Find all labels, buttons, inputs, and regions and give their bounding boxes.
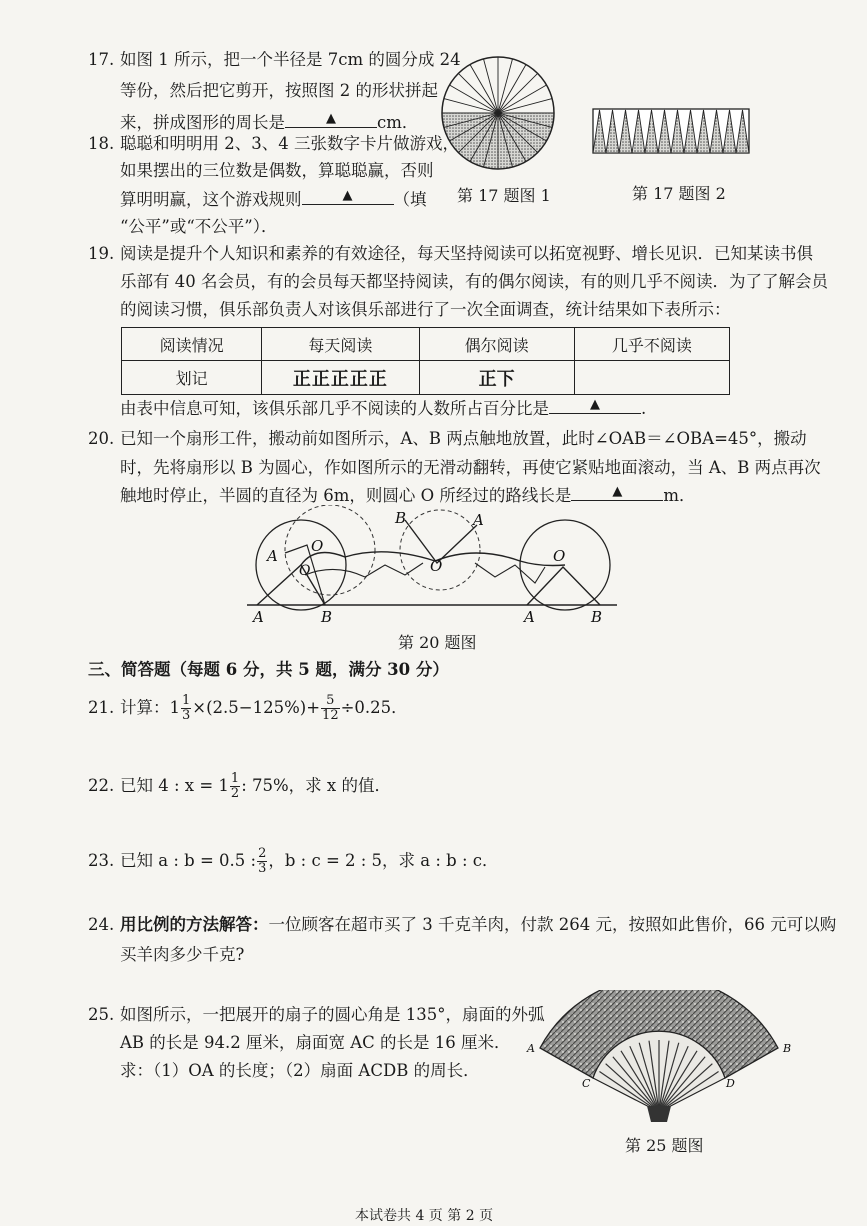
q19-line2: 乐部有 40 名会员，有的会员每天都坚持阅读，有的偶尔阅读，有的则几乎不阅读．为了了解会员	[120, 272, 828, 291]
q20-answer-blank[interactable]	[571, 484, 663, 501]
q18-line3	[120, 188, 427, 211]
q19-after-post: .	[641, 399, 647, 418]
q19-after-pre: 由表中信息可知，该俱乐部几乎不阅读的人数所占百分比是	[120, 399, 549, 418]
q17-figure2-strips	[592, 108, 750, 154]
q17-fig2-caption: 第 17 题图 2	[632, 184, 726, 203]
q24-line2: 买羊肉多少千克?	[120, 945, 245, 964]
label-O: O	[311, 537, 324, 555]
q17-line2: 等份，然后把它剪开，按照图 2 的形状拼起	[120, 81, 438, 100]
q19-tally-table	[121, 327, 730, 395]
q21-expression	[120, 692, 408, 724]
table-header-cell: 每天阅读	[262, 328, 419, 361]
sector-divider	[484, 59, 498, 113]
q23-number: 23.	[88, 851, 115, 870]
q20-caption: 第 20 题图	[398, 633, 477, 652]
label-A: A	[267, 547, 278, 565]
table-header-cell: 几乎不阅读	[574, 328, 729, 361]
label-B: B	[591, 608, 603, 625]
q20-line3-post: m．	[663, 486, 696, 505]
q22-pre: 已知 4 : x = 1	[120, 776, 229, 795]
q17-line3-post: cm．	[377, 113, 419, 132]
q18-line3-pre: 算明明赢，这个游戏规则	[120, 190, 302, 209]
q17-answer-blank[interactable]	[285, 111, 377, 128]
q23-expression	[120, 845, 499, 877]
label-A: A	[524, 608, 535, 625]
section3-title: 三、简答题（每题 6 分，共 5 题，满分 30 分）	[88, 660, 449, 679]
q23-post: ，b : c = 2 : 5，求 a : b : c．	[268, 851, 499, 870]
fraction: $\frac{5}{12}$	[322, 693, 339, 723]
q25-line1: 如图所示，一把展开的扇子的圆心角是 135°，扇面的外弧	[120, 1005, 545, 1024]
fraction: $\frac{1}{3}$	[182, 693, 191, 723]
fraction: $\frac{2}{3}$	[258, 846, 267, 876]
answer-mark-icon: ▲	[342, 188, 353, 203]
q19-answer-blank[interactable]	[549, 397, 641, 414]
q24-line1-rest: 一位顾客在超市买了 3 千克羊肉，付款 264 元，按照如此售价，66 元可以购	[268, 915, 837, 934]
q18-line4: “公平”或“不公平”）．	[120, 217, 278, 236]
label-B: B	[321, 608, 333, 625]
q25-figure-fan	[525, 990, 795, 1125]
q22-expression	[120, 770, 391, 802]
q24-bold-lead: 用比例的方法解答：	[120, 915, 269, 934]
table-header-cell: 阅读情况	[122, 328, 262, 361]
table-cell: 划记	[122, 361, 262, 395]
q22-number: 22.	[88, 776, 115, 795]
q22-post: : 75%，求 x 的值．	[241, 776, 391, 795]
q17-number: 17.	[88, 50, 115, 69]
table-cell-tally: 正下	[419, 361, 574, 395]
label-O: O	[430, 557, 443, 575]
label-B: B	[395, 509, 407, 527]
q18-line1: 聪聪和明明用 2、3、4 三张数字卡片做游戏，	[120, 134, 459, 153]
sector-divider	[498, 59, 512, 113]
q24-line1	[120, 914, 836, 936]
q25-line2: AB 的长是 94.2 厘米，扇面宽 AC 的长是 16 厘米．	[120, 1033, 511, 1052]
q20-line3	[120, 484, 696, 507]
q21-pre: 计算：1	[120, 698, 180, 717]
q24-number: 24.	[88, 915, 115, 934]
q21-mid: ×(2.5−125%)+	[192, 698, 321, 717]
q18-line2: 如果摆出的三位数是偶数，算聪聪赢，否则	[120, 161, 434, 180]
label-C: C	[582, 1077, 591, 1090]
q25-line3: 求：（1）OA 的长度；（2）扇面 ACDB 的周长．	[120, 1061, 480, 1080]
label-A: A	[527, 1042, 535, 1055]
fraction: $\frac{1}{2}$	[230, 771, 240, 801]
sector-divider	[444, 99, 498, 113]
label-A: A	[473, 511, 484, 529]
q19-line1: 阅读是提升个人知识和素养的有效途径，每天坚持阅读可以拓宽视野、增长见识．已知某读书俱	[120, 244, 813, 263]
page-footer: 本试卷共 4 页 第 2 页	[355, 1208, 494, 1224]
table-cell-tally: 正正正正正	[262, 361, 419, 395]
q20-line2: 时，先将扇形以 B 为圆心，作如图所示的无滑动翻转，再使它紧贴地面滚动，当 A、B 两点再次	[120, 458, 821, 477]
table-cell	[574, 361, 729, 395]
q21-post: ÷0.25．	[340, 698, 408, 717]
label-O: O	[299, 563, 311, 579]
q25-number: 25.	[88, 1005, 115, 1024]
label-B: B	[783, 1042, 792, 1055]
q23-pre: 已知 a : b = 0.5 :	[120, 851, 257, 870]
sector-flipping	[285, 505, 375, 595]
q17-line3	[120, 111, 418, 134]
q20-figure-rolling-sector	[245, 505, 620, 625]
q17-line1: 如图 1 所示，把一个半径是 7cm 的圆分成 24	[120, 50, 461, 69]
sector-divider	[498, 99, 552, 113]
q18-number: 18.	[88, 134, 115, 153]
answer-mark-icon: ▲	[326, 111, 336, 126]
q19-number: 19.	[88, 244, 115, 263]
sector-rolling	[400, 510, 480, 590]
label-O: O	[553, 547, 566, 565]
answer-mark-icon: ▲	[590, 397, 600, 412]
q19-line3: 的阅读习惯，俱乐部负责人对该俱乐部进行了一次全面调查，统计结果如下表所示：	[120, 300, 731, 319]
q20-line3-pre: 触地时停止，半圆的直径为 6m，则圆心 O 所经过的路线长是	[120, 486, 572, 505]
q19-after	[120, 397, 646, 420]
q25-caption: 第 25 题图	[625, 1136, 704, 1155]
q17-line3-pre: 来，拼成图形的周长是	[120, 113, 285, 132]
q17-fig1-caption: 第 17 题图 1	[457, 186, 551, 205]
q20-line1: 已知一个扇形工件，搬动前如图所示，A、B 两点触地放置，此时∠OAB＝∠OBA=45°，搬动	[120, 429, 807, 448]
label-D: D	[726, 1077, 735, 1090]
table-header-cell: 偶尔阅读	[419, 328, 574, 361]
label-A: A	[253, 608, 264, 625]
answer-mark-icon: ▲	[612, 484, 623, 499]
q20-number: 20.	[88, 429, 115, 448]
q18-answer-blank[interactable]	[302, 188, 394, 205]
q21-number: 21.	[88, 698, 115, 717]
q18-line3-post: （填	[393, 190, 427, 209]
